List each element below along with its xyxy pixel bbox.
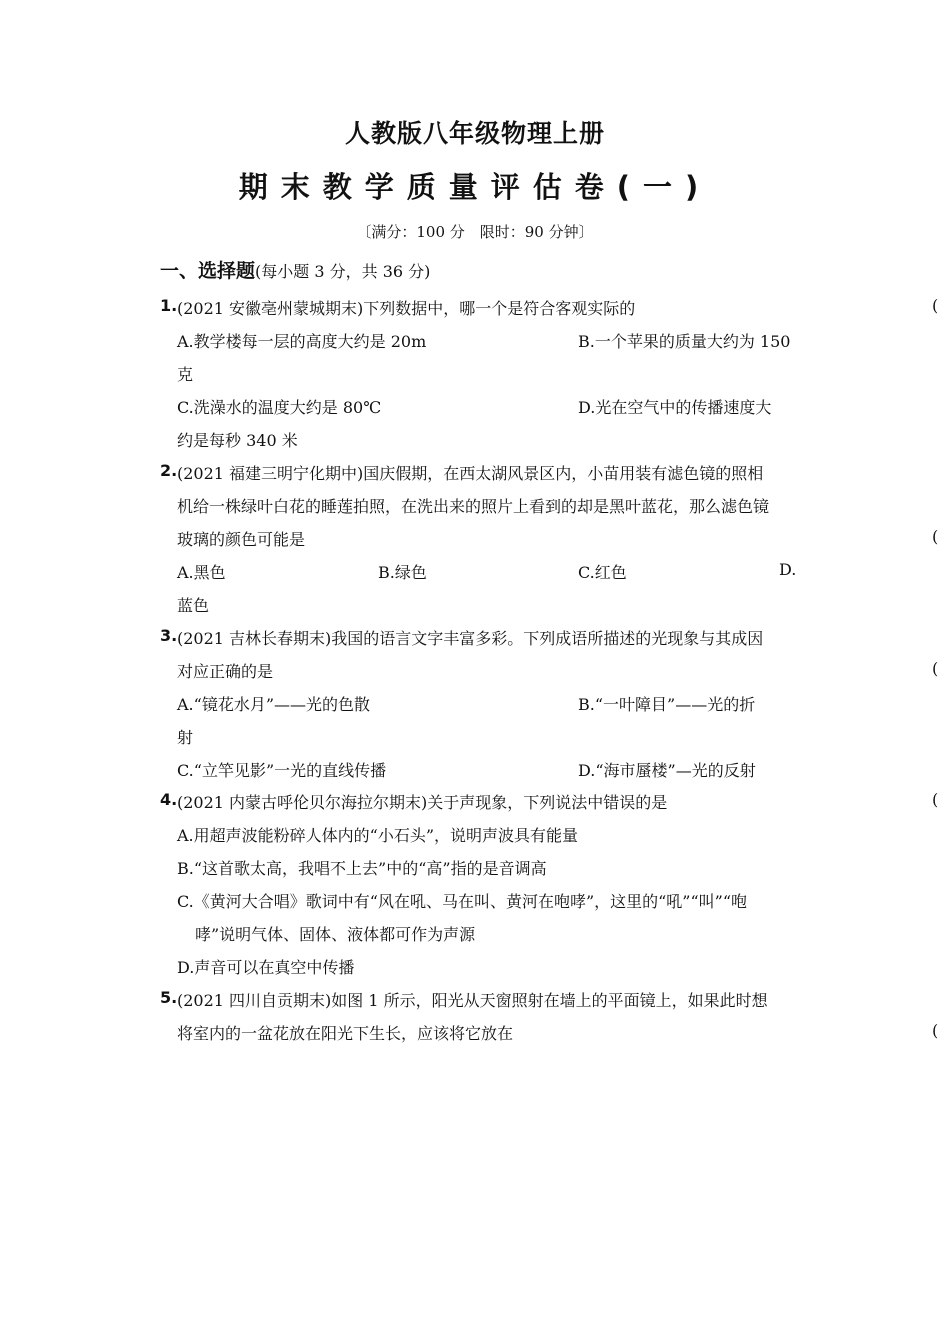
question-number: 4. (160, 790, 178, 809)
question-text-line: (2021 福建三明宁化期中)国庆假期，在西太湖风景区内，小苗用装有滤色镜的照相 (177, 464, 764, 483)
option-a: A.“镜花水月”——光的色散 (177, 695, 371, 714)
option-d-continued: 约是每秒 340 米 (177, 431, 298, 450)
option-d: D.“海市蜃楼”—光的反射 (578, 761, 756, 780)
option-d: D.声音可以在真空中传播 (177, 958, 355, 977)
section-title: 一、选择题 (160, 260, 256, 282)
answer-paren: ( (932, 527, 939, 546)
option-c: C.红色 (578, 563, 627, 582)
option-d: D. (779, 560, 797, 579)
question-number: 3. (160, 626, 178, 645)
option-b-continued: 克 (177, 365, 194, 384)
option-b: B.“这首歌太高，我唱不上去”中的“高”指的是音调高 (177, 859, 547, 878)
option-d-continued: 蓝色 (177, 596, 210, 615)
option-a: A.黑色 (177, 563, 226, 582)
option-a: A.教学楼每一层的高度大约是 20m (177, 332, 427, 351)
option-c: C.“立竿见影”一光的直线传播 (177, 761, 387, 780)
question-text-line: 机给一株绿叶白花的睡莲拍照，在洗出来的照片上看到的却是黑叶蓝花，那么滤色镜 (177, 497, 770, 516)
document-title: 人教版八年级物理上册 (344, 119, 605, 148)
option-c: C.《黄河大合唱》歌词中有“风在吼、马在叫、黄河在咆哮”，这里的“吼”“叫”“咆 (177, 892, 748, 911)
question-number: 5. (160, 988, 178, 1007)
answer-paren: ( (932, 790, 939, 809)
answer-paren: ( (932, 659, 939, 678)
question-text-line: 对应正确的是 (177, 662, 274, 681)
question-number: 2. (160, 461, 178, 480)
question-text-line: (2021 吉林长春期末)我国的语言文字丰富多彩。下列成语所描述的光现象与其成因 (177, 629, 764, 648)
option-b-continued: 射 (177, 728, 194, 747)
question-text-line: (2021 安徽亳州蒙城期末)下列数据中，哪一个是符合客观实际的 (177, 299, 636, 318)
exam-info: 〔满分：100 分 限时：90 分钟〕 (356, 223, 594, 241)
document-subtitle: 期末教学质量评估卷(一) (238, 170, 712, 204)
option-b: B.一个苹果的质量大约为 150 (578, 332, 791, 351)
option-b: B.“一叶障目”——光的折 (578, 695, 756, 714)
answer-paren: ( (932, 1021, 939, 1040)
question-text-line: 将室内的一盆花放在阳光下生长，应该将它放在 (177, 1024, 514, 1043)
option-c: C.洗澡水的温度大约是 80℃ (177, 398, 382, 417)
option-b: B.绿色 (378, 563, 427, 582)
option-d: D.光在空气中的传播速度大 (578, 398, 772, 417)
section-heading (160, 256, 430, 283)
question-text-line: (2021 内蒙古呼伦贝尔海拉尔期末)关于声现象，下列说法中错误的是 (177, 793, 668, 812)
section-note: (每小题 3 分，共 36 分) (255, 262, 431, 281)
question-text-line: (2021 四川自贡期末)如图 1 所示，阳光从天窗照射在墙上的平面镜上，如果此时想 (177, 991, 768, 1010)
question-number: 1. (160, 296, 178, 315)
option-a: A.用超声波能粉碎人体内的“小石头”，说明声波具有能量 (177, 826, 579, 845)
answer-paren: ( (932, 296, 939, 315)
question-text-line: 玻璃的颜色可能是 (177, 530, 306, 549)
option-c-continued: 哮”说明气体、固体、液体都可作为声源 (195, 925, 476, 944)
